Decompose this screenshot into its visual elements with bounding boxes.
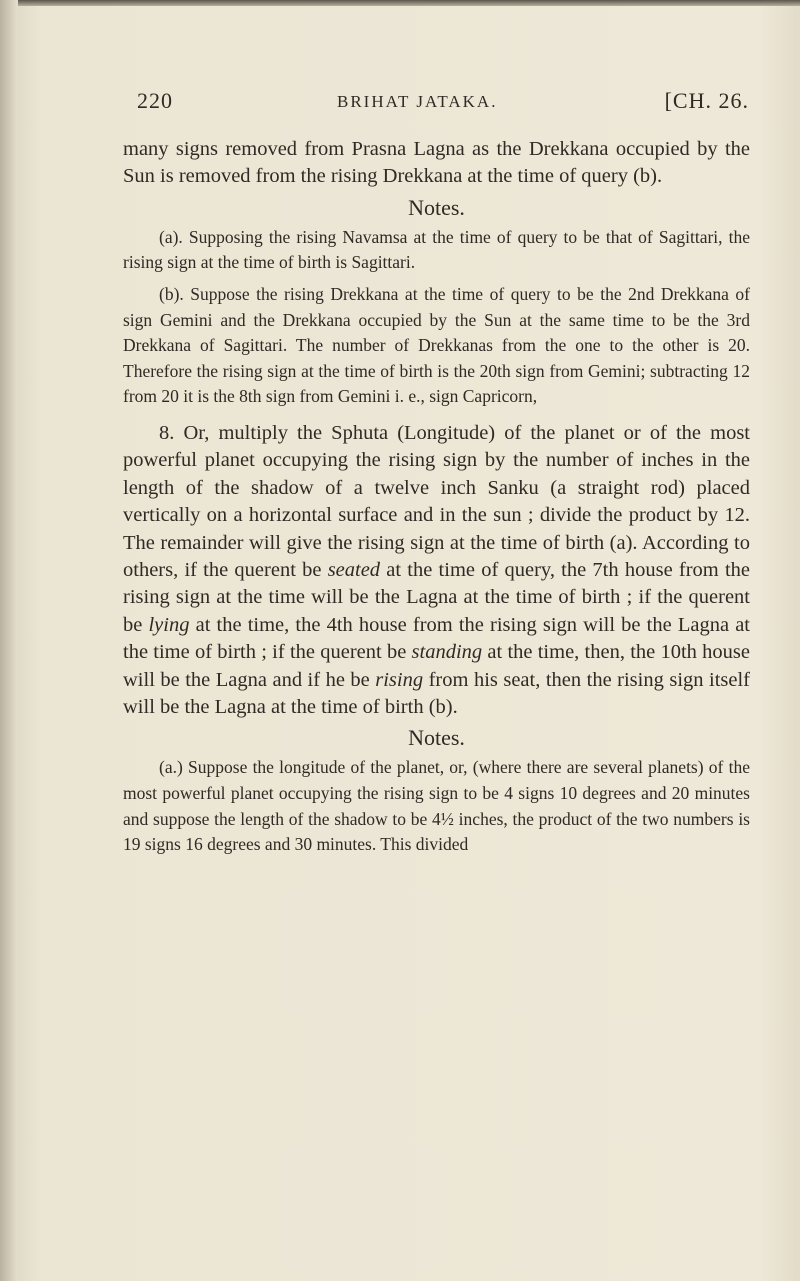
verse-8-paragraph	[123, 420, 750, 721]
notes-heading: Notes.	[408, 194, 465, 220]
note-a-second: (a.) Suppose the longitude of the planet, or, (where there are several planets) of the most powerful planet occupying the rising sign to be 4 signs 10 degrees and 20 minutes and suppose the length of the shadow to be 4½ inches, the product of the two numbers is 19 signs 16 degrees and 30 minutes. This divided	[123, 757, 750, 855]
page-number: 220	[137, 88, 173, 113]
page-binding-edge	[0, 0, 18, 1281]
emphasis-seated: seated	[327, 559, 381, 581]
page-body	[123, 136, 750, 858]
verse-text: at the time, the 4th house from the rising sign will be the Lagna at the time of birth ; if the querent be	[123, 613, 750, 664]
running-title: BRIHAT JATAKA.	[337, 92, 498, 111]
running-header	[137, 88, 749, 122]
intro-paragraph: many signs removed from Prasna Lagna as the Drekkana occupied by the Sun is removed from the rising Drekkana at the time of query (b).	[123, 138, 750, 188]
notes-heading: Notes.	[408, 725, 465, 751]
emphasis-standing: standing	[411, 641, 483, 664]
note-a: (a). Supposing the rising Navamsa at the time of query to be that of Sagittari, the rising sign at the time of birth is Sagittari.	[123, 226, 750, 273]
verse-text: 8. Or, multiply the Sphuta (Longitude) of the planet or of the most powerful planet occupying the rising sign by the number of inches in the length of the shadow of a twelve inch Sanku (a straight rod) placed vertically on a horizontal surface and in the sun ; divide the product by 12. The remainder will give the rising sign at the time of birth (a). According to others, if the querent be	[123, 421, 750, 581]
page-top-edge	[0, 0, 800, 6]
emphasis-lying: lying	[148, 613, 190, 636]
note-b: (b). Suppose the rising Drekkana at the time of query to be the 2nd Drekkana of sign Gemini and the Drekkana occupied by the Sun at the same time to be the 3rd Drekkana of Sagittari. The number of Drekkanas from the one to the other is 20. Therefore the rising sign at the time of birth is the 20th sign from Gemini; subtracting 12 from 20 it is the 8th sign from Gemini i. e., sign Capricorn,	[123, 284, 750, 407]
verse-text: from his seat, then the rising sign itself will be the Lagna at the time of birth (b).	[123, 668, 750, 719]
emphasis-rising: rising	[375, 668, 424, 691]
verse-text: at the time of query, the 7th house from the rising sign at the time will be the Lagna at the time of birth ; if the querent be	[123, 559, 750, 636]
verse-text: at the time, then, the 10th house will be the Lagna and if he be	[123, 641, 751, 691]
chapter-label: [CH. 26.	[664, 88, 749, 113]
